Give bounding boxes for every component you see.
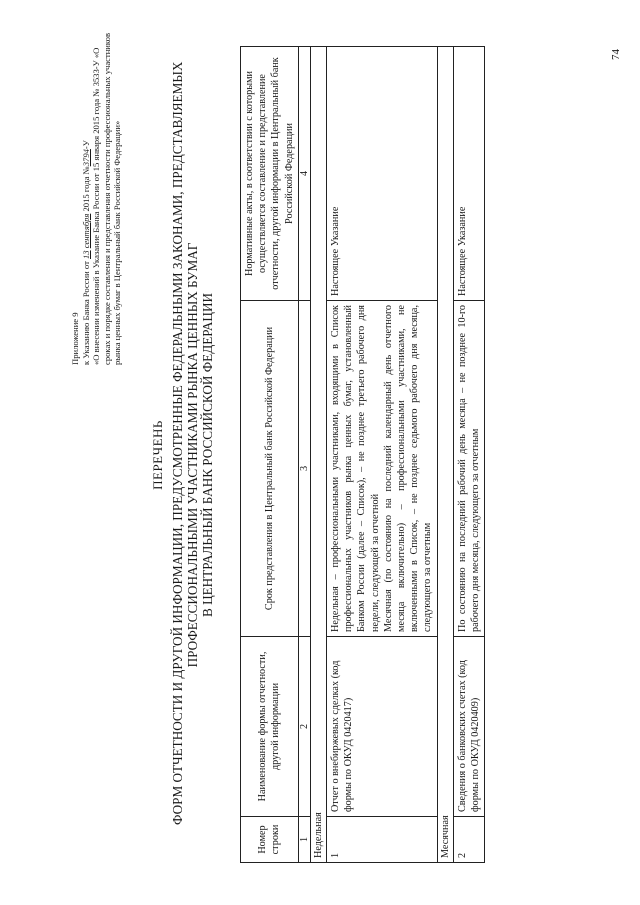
deadline-paragraph: Месячная (по состоянию на последний календарный день отчетного месяца включительно) – профессиональными участниками, не включенными в Список, – не позднее седьмого рабочего дня месяца, следующего за отчетным <box>382 305 434 632</box>
row-number: 1 <box>327 817 438 863</box>
header-deadline: Срок представления в Центральный банк Российской Федерации <box>241 301 299 637</box>
appendix-subject-line-1: «О внесении изменений в Указание Банка России от 15 января 2015 года № 3533-У «О <box>91 47 102 365</box>
title-line-1: ФОРМ ОТЧЕТНОСТИ И ДРУГОЙ ИНФОРМАЦИИ, ПРЕДУСМОТРЕННЫЕ ФЕДЕРАЛЬНЫМИ ЗАКОНАМИ, ПРЕДСТАВЛЯЕМЫХ <box>170 61 185 825</box>
title-line-2: ПРОФЕССИОНАЛЬНЫМИ УЧАСТНИКАМИ РЫНКА ЦЕННЫХ БУМАГ <box>185 242 200 668</box>
column-number: 4 <box>298 47 310 301</box>
header-row-number: Номер строки <box>241 817 299 863</box>
header-regulatory-acts: Нормативные акты, в соответствии с которыми осуществляется составление и представление отчетности, другой информации в Центральный банк Российской Федерации <box>241 47 299 301</box>
section-row-monthly <box>437 47 453 863</box>
appendix-reference: к Указанию Банка России от 13 сентября 2015 года №3794-У <box>80 140 91 365</box>
appendix-header <box>70 35 123 365</box>
document-title <box>150 61 215 825</box>
appendix-label: Приложение 9 <box>70 312 80 365</box>
column-number: 3 <box>298 301 310 637</box>
column-number: 1 <box>298 817 310 863</box>
regulatory-act-cell: Настоящее Указание <box>453 47 484 301</box>
table-row <box>327 47 438 863</box>
deadline-cell <box>327 301 438 637</box>
form-name-cell: Отчет о внебиржевых сделках (код формы по ОКУД 0420417) <box>327 637 438 817</box>
section-title: Месячная <box>437 47 453 863</box>
deadline-cell <box>453 301 484 637</box>
form-name-cell: Сведения о банковских счетах (код формы по ОКУД 0420409) <box>453 637 484 817</box>
forms-table <box>240 46 485 863</box>
date-day: 13 <box>80 250 91 259</box>
row-number: 2 <box>453 817 484 863</box>
section-row-weekly <box>310 47 326 863</box>
column-number: 2 <box>298 637 310 817</box>
header-form-name: Наименование формы отчетности, другой информации <box>241 637 299 817</box>
regulatory-act-cell: Настоящее Указание <box>327 47 438 301</box>
deadline-paragraph: Недельная – профессиональными участниками, входящими в Список профессиональных участников рынка ценных бумаг, установленный Банком России (далее – Список), – не позднее третьего рабочего дня недели, следующей за отчетной <box>330 305 381 632</box>
table-row <box>453 47 484 863</box>
column-number-row <box>298 47 310 863</box>
table-header-row <box>241 47 299 863</box>
title-line-3: В ЦЕНТРАЛЬНЫЙ БАНК РОССИЙСКОЙ ФЕДЕРАЦИИ <box>200 293 215 618</box>
document-number: 3794 <box>80 149 91 167</box>
section-title: Недельная <box>310 47 326 863</box>
appendix-subject-line-2: сроках и порядке составления и представления отчетности профессиональных участников <box>101 33 112 365</box>
page-number: 74 <box>610 49 622 60</box>
deadline-paragraph: По состоянию на последний рабочий день месяца – не позднее 10-го рабочего дня месяца, следующего за отчетным <box>456 305 482 632</box>
date-month: сентября <box>80 213 91 249</box>
list-heading: ПЕРЕЧЕНЬ <box>150 420 165 490</box>
appendix-subject-line-3: рынка ценных бумаг в Центральный банк Российской Федерации» <box>112 120 123 365</box>
